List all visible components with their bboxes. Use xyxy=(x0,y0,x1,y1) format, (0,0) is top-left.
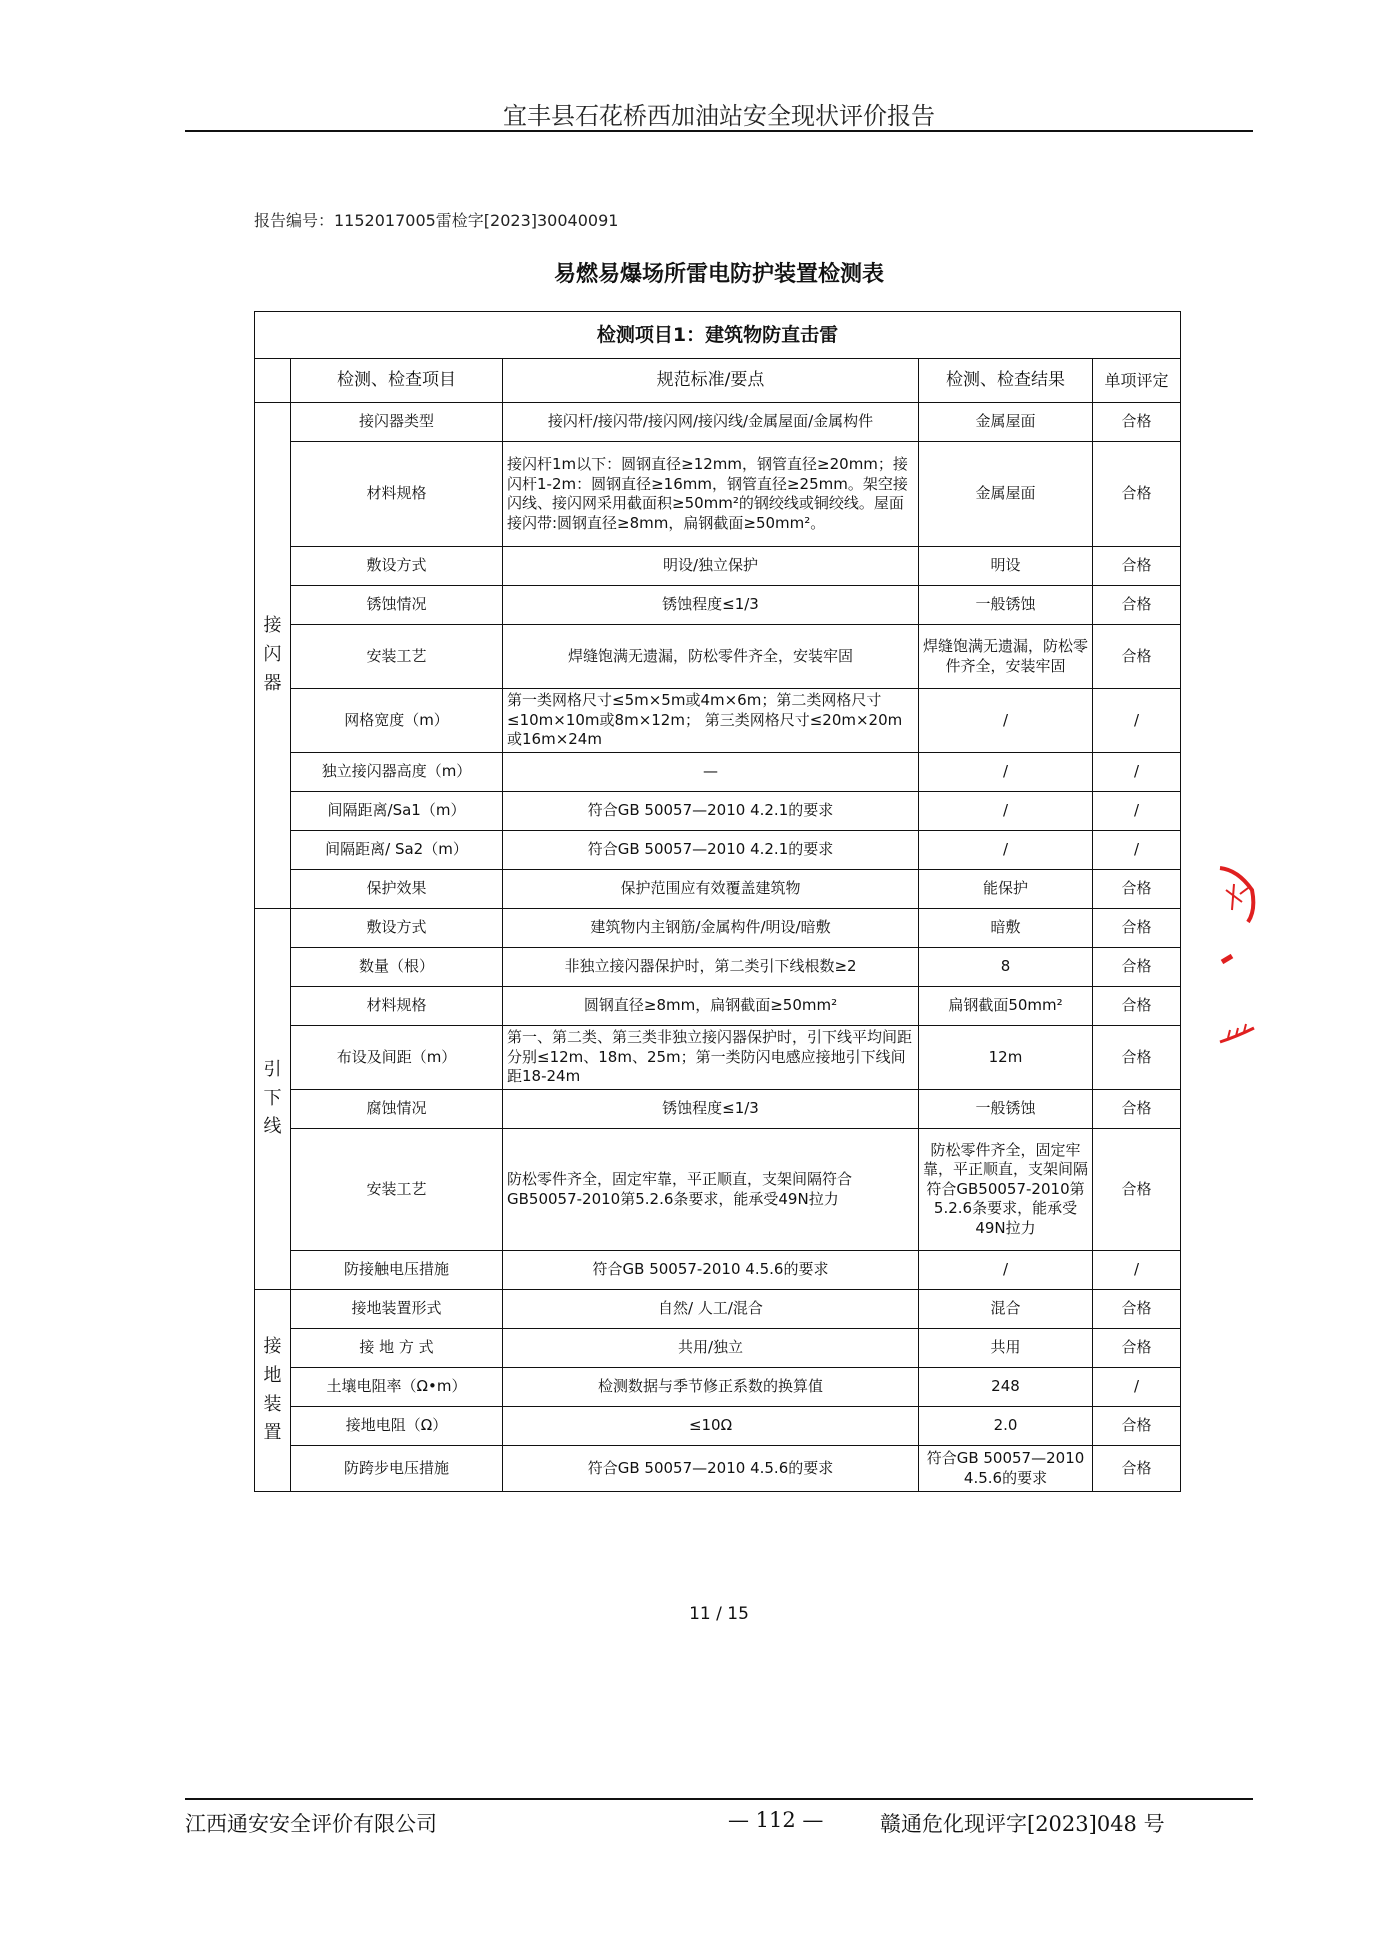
cell-standard: ≤10Ω xyxy=(503,1407,919,1446)
cell-result: / xyxy=(919,689,1093,753)
cell-result: 一般锈蚀 xyxy=(919,1090,1093,1129)
cell-standard: 非独立接闪器保护时，第二类引下线根数≥2 xyxy=(503,948,919,987)
table-row xyxy=(255,689,1181,753)
cell-rating: 合格 xyxy=(1093,1446,1181,1492)
cell-result: / xyxy=(919,753,1093,792)
cell-item: 材料规格 xyxy=(291,442,503,547)
cell-standard: 接闪杆/接闪带/接闪网/接闪线/金属屋面/金属构件 xyxy=(503,403,919,442)
cell-result: 8 xyxy=(919,948,1093,987)
cell-result: 焊缝饱满无遗漏，防松零件齐全，安装牢固 xyxy=(919,625,1093,689)
cell-rating: 合格 xyxy=(1093,547,1181,586)
cell-result: 混合 xyxy=(919,1290,1093,1329)
cell-item: 防接触电压措施 xyxy=(291,1251,503,1290)
table-body xyxy=(255,403,1181,1492)
table-row xyxy=(255,547,1181,586)
cell-rating: 合格 xyxy=(1093,909,1181,948)
cell-result: 2.0 xyxy=(919,1407,1093,1446)
cell-standard: 第一、第二类、第三类非独立接闪器保护时，引下线平均间距分别≤12m、18m、25m；第一类防闪电感应接地引下线间距18-24m xyxy=(503,1026,919,1090)
table-row xyxy=(255,1407,1181,1446)
cell-item: 安装工艺 xyxy=(291,625,503,689)
cell-rating: / xyxy=(1093,831,1181,870)
cell-standard: 锈蚀程度≤1/3 xyxy=(503,586,919,625)
cell-standard: 第一类网格尺寸≤5m×5m或4m×6m；第二类网格尺寸≤10m×10m或8m×12m； 第三类网格尺寸≤20m×20m或16m×24m xyxy=(503,689,919,753)
cell-result: 明设 xyxy=(919,547,1093,586)
table-row xyxy=(255,403,1181,442)
footer-page: — 112 — xyxy=(728,1808,824,1832)
cell-result: / xyxy=(919,831,1093,870)
cell-standard: 自然/ 人工/混合 xyxy=(503,1290,919,1329)
cell-rating: 合格 xyxy=(1093,403,1181,442)
table-row xyxy=(255,1446,1181,1492)
table-row xyxy=(255,442,1181,547)
footer-doc-code: 赣通危化现评字[2023]048 号 xyxy=(880,1812,1165,1836)
cell-rating: / xyxy=(1093,1368,1181,1407)
cell-result: 防松零件齐全，固定牢靠，平正顺直，支架间隔符合GB50057-2010第5.2.6条要求，能承受49N拉力 xyxy=(919,1129,1093,1251)
cell-result: 248 xyxy=(919,1368,1093,1407)
cell-standard: 共用/独立 xyxy=(503,1329,919,1368)
cell-rating: 合格 xyxy=(1093,1090,1181,1129)
cell-item: 锈蚀情况 xyxy=(291,586,503,625)
cell-result: / xyxy=(919,1251,1093,1290)
cell-item: 土壤电阻率（Ω•m） xyxy=(291,1368,503,1407)
table-row xyxy=(255,1329,1181,1368)
table-row xyxy=(255,753,1181,792)
cell-result: 12m xyxy=(919,1026,1093,1090)
cell-standard: 检测数据与季节修正系数的换算值 xyxy=(503,1368,919,1407)
cell-item: 接 地 方 式 xyxy=(291,1329,503,1368)
document-title: 易燃易爆场所雷电防护装置检测表 xyxy=(553,262,884,287)
cell-standard: 圆钢直径≥8mm，扁钢截面≥50mm² xyxy=(503,987,919,1026)
header-blank xyxy=(255,359,291,403)
cell-item: 间隔距离/Sa1（m） xyxy=(291,792,503,831)
cell-standard: 明设/独立保护 xyxy=(503,547,919,586)
cell-standard: 焊缝饱满无遗漏，防松零件齐全，安装牢固 xyxy=(503,625,919,689)
table-row xyxy=(255,1368,1181,1407)
cell-result: 金属屋面 xyxy=(919,403,1093,442)
cell-standard: — xyxy=(503,753,919,792)
table-row xyxy=(255,1251,1181,1290)
cell-item: 材料规格 xyxy=(291,987,503,1026)
table-row xyxy=(255,870,1181,909)
cell-item: 间隔距离/ Sa2（m） xyxy=(291,831,503,870)
footer-company: 江西通安安全评价有限公司 xyxy=(185,1812,437,1836)
inspection-table xyxy=(254,311,1181,1492)
table-row xyxy=(255,909,1181,948)
table-row xyxy=(255,948,1181,987)
cell-standard: 锈蚀程度≤1/3 xyxy=(503,1090,919,1129)
footer-rule xyxy=(185,1798,1253,1800)
cell-rating: 合格 xyxy=(1093,625,1181,689)
cell-rating: 合格 xyxy=(1093,1026,1181,1090)
cell-item: 保护效果 xyxy=(291,870,503,909)
table-row xyxy=(255,1129,1181,1251)
cell-result: 共用 xyxy=(919,1329,1093,1368)
table-row xyxy=(255,831,1181,870)
cell-rating: 合格 xyxy=(1093,870,1181,909)
group-label-lightning-receptor: 接 闪 器 xyxy=(255,403,291,909)
cell-item: 接闪器类型 xyxy=(291,403,503,442)
column-header-rating: 单项评定 xyxy=(1093,359,1181,403)
header-title: 宜丰县石花桥西加油站安全现状评价报告 xyxy=(503,102,935,130)
cell-result: 能保护 xyxy=(919,870,1093,909)
cell-result: 符合GB 50057—2010 4.5.6的要求 xyxy=(919,1446,1093,1492)
table-row xyxy=(255,625,1181,689)
cell-rating: / xyxy=(1093,1251,1181,1290)
cell-rating: 合格 xyxy=(1093,948,1181,987)
cell-item: 敷设方式 xyxy=(291,909,503,948)
column-header-result: 检测、检查结果 xyxy=(919,359,1093,403)
cell-rating: 合格 xyxy=(1093,1290,1181,1329)
report-number: 报告编号：1152017005雷检字[2023]30040091 xyxy=(254,211,619,230)
cell-result: / xyxy=(919,792,1093,831)
cell-rating: 合格 xyxy=(1093,442,1181,547)
table-row xyxy=(255,1090,1181,1129)
group-label-grounding-device: 接 地 装 置 xyxy=(255,1290,291,1492)
page-number: 11 / 15 xyxy=(689,1604,749,1624)
cell-standard: 符合GB 50057-2010 4.5.6的要求 xyxy=(503,1251,919,1290)
table-row xyxy=(255,1290,1181,1329)
header-rule xyxy=(185,130,1253,132)
cell-item: 接地电阻（Ω） xyxy=(291,1407,503,1446)
cell-rating: / xyxy=(1093,753,1181,792)
cell-item: 接地装置形式 xyxy=(291,1290,503,1329)
table-row xyxy=(255,1026,1181,1090)
column-header-standard: 规范标准/要点 xyxy=(503,359,919,403)
cell-standard: 符合GB 50057—2010 4.5.6的要求 xyxy=(503,1446,919,1492)
cell-item: 防跨步电压措施 xyxy=(291,1446,503,1492)
cell-result: 暗敷 xyxy=(919,909,1093,948)
cell-standard: 防松零件齐全，固定牢靠，平正顺直，支架间隔符合GB50057-2010第5.2.6条要求，能承受49N拉力 xyxy=(503,1129,919,1251)
column-header-item: 检测、检查项目 xyxy=(291,359,503,403)
cell-result: 一般锈蚀 xyxy=(919,586,1093,625)
cell-item: 腐蚀情况 xyxy=(291,1090,503,1129)
cell-standard: 接闪杆1m以下：圆钢直径≥12mm，钢管直径≥20mm；接闪杆1-2m：圆钢直径≥16mm，钢管直径≥25mm。架空接闪线、接闪网采用截面积≥50mm²的钢绞线或铜绞线。屋面接闪带:圆钢直径≥8mm，扁钢截面≥50mm²。 xyxy=(503,442,919,547)
group-label-down-conductor: 引 下 线 xyxy=(255,909,291,1290)
cell-rating: / xyxy=(1093,792,1181,831)
table-caption: 检测项目1：建筑物防直击雷 xyxy=(255,312,1181,359)
table-row xyxy=(255,792,1181,831)
cell-item: 数量（根） xyxy=(291,948,503,987)
cell-rating: 合格 xyxy=(1093,1407,1181,1446)
cell-rating: / xyxy=(1093,689,1181,753)
cell-standard: 保护范围应有效覆盖建筑物 xyxy=(503,870,919,909)
cell-item: 敷设方式 xyxy=(291,547,503,586)
cell-item: 安装工艺 xyxy=(291,1129,503,1251)
cell-rating: 合格 xyxy=(1093,987,1181,1026)
red-stamp-fragment xyxy=(1218,860,1258,1080)
cell-rating: 合格 xyxy=(1093,586,1181,625)
cell-standard: 符合GB 50057—2010 4.2.1的要求 xyxy=(503,792,919,831)
cell-standard: 建筑物内主钢筋/金属构件/明设/暗敷 xyxy=(503,909,919,948)
cell-item: 独立接闪器高度（m） xyxy=(291,753,503,792)
cell-standard: 符合GB 50057—2010 4.2.1的要求 xyxy=(503,831,919,870)
cell-result: 金属屋面 xyxy=(919,442,1093,547)
table-row xyxy=(255,987,1181,1026)
cell-item: 网格宽度（m） xyxy=(291,689,503,753)
cell-rating: 合格 xyxy=(1093,1329,1181,1368)
table-row xyxy=(255,586,1181,625)
cell-rating: 合格 xyxy=(1093,1129,1181,1251)
cell-item: 布设及间距（m） xyxy=(291,1026,503,1090)
cell-result: 扁钢截面50mm² xyxy=(919,987,1093,1026)
